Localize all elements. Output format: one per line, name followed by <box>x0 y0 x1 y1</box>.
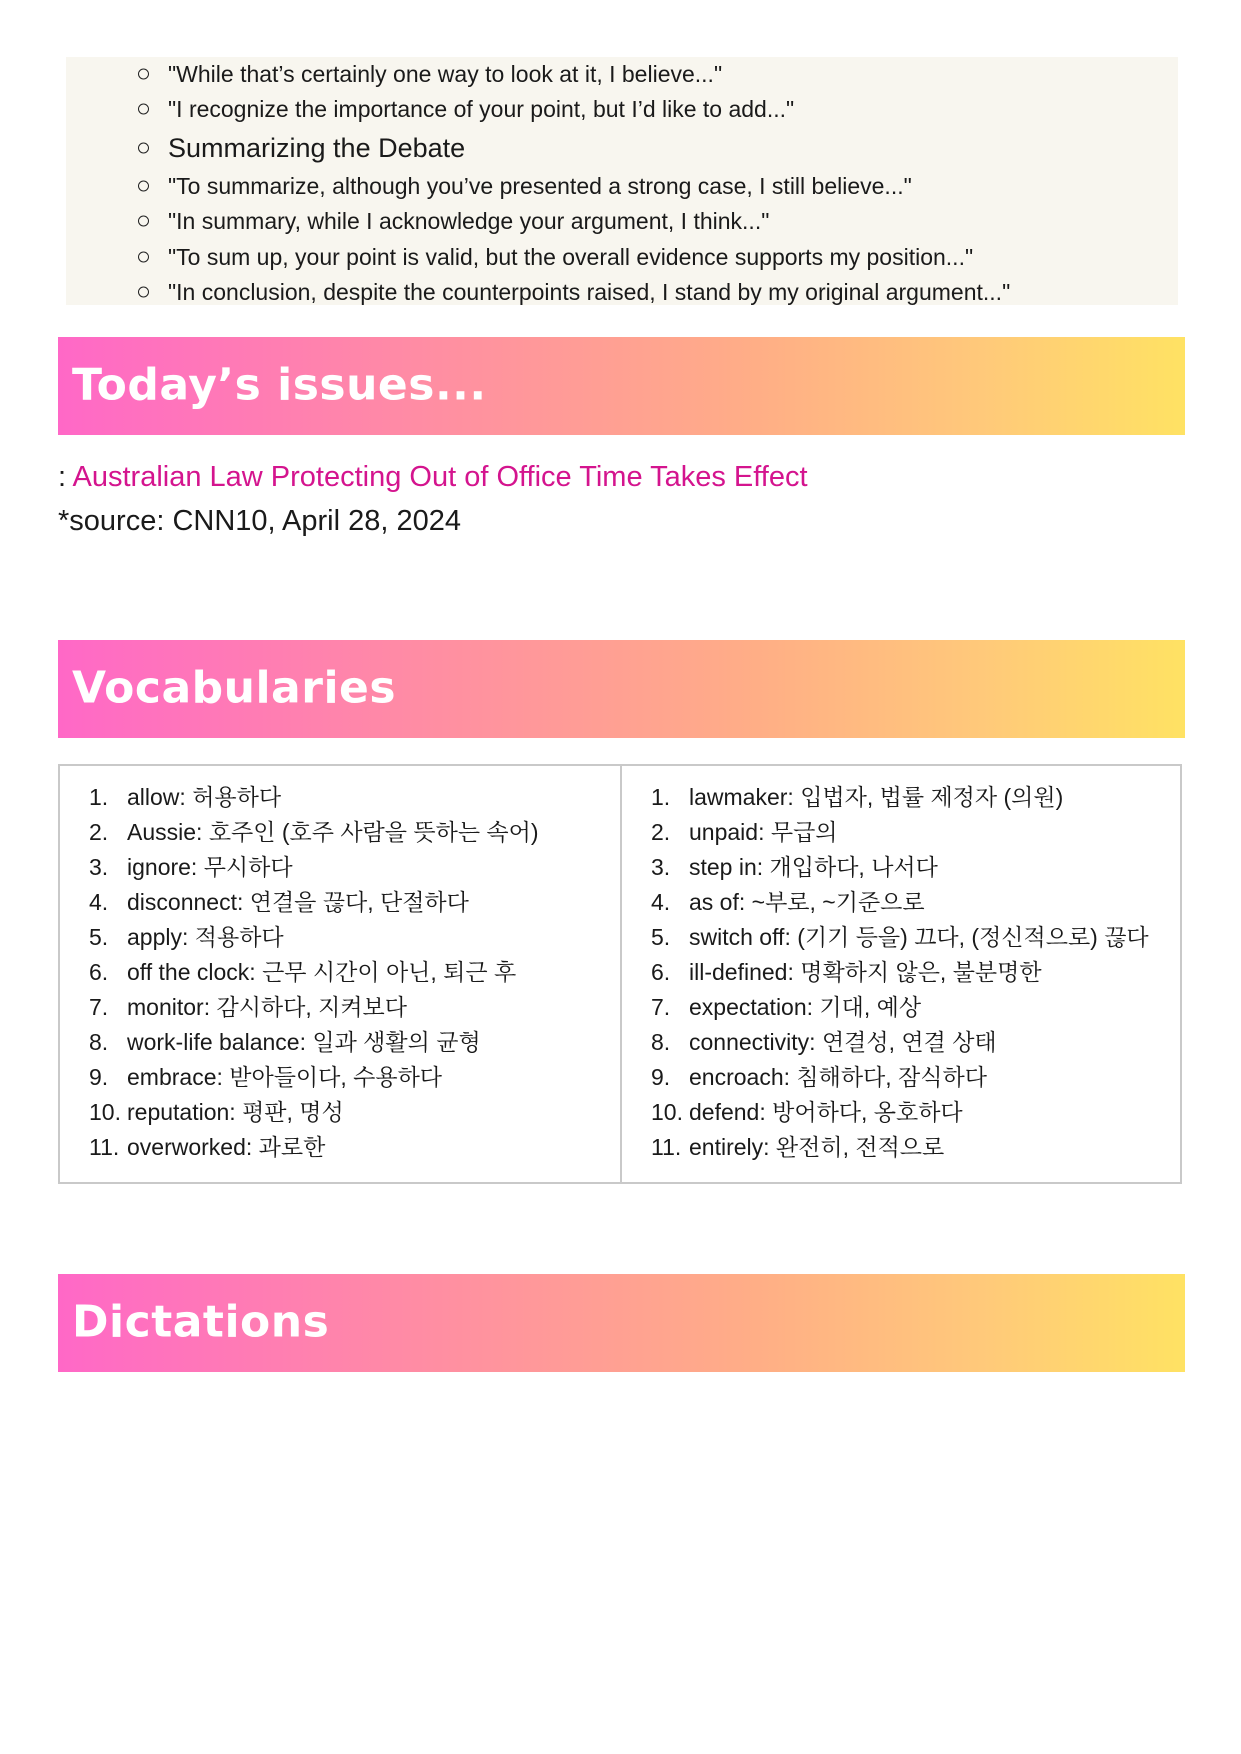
vocabularies-heading: Vocabularies <box>72 662 397 714</box>
phrase-text: "In summary, while I acknowledge your argument, I think..." <box>168 207 770 234</box>
phrase-list-box <box>66 57 1178 305</box>
vocab-number: 4. <box>89 889 109 915</box>
vocab-entry: off the clock: 근무 시간이 아닌, 퇴근 후 <box>127 959 517 985</box>
vocab-number: 1. <box>89 784 109 810</box>
vocab-number: 2. <box>651 819 671 845</box>
vocabulary-column-right <box>620 766 1180 1182</box>
vocab-number: 5. <box>651 924 671 950</box>
vocab-entry: lawmaker: 입법자, 법률 제정자 (의원) <box>689 784 1064 810</box>
vocab-number: 10. <box>89 1099 121 1125</box>
vocab-entry: encroach: 침해하다, 잠식하다 <box>689 1064 987 1090</box>
phrase-text: "While that’s certainly one way to look at it, I believe..." <box>168 60 723 87</box>
vocab-number: 7. <box>89 994 109 1020</box>
vocab-number: 3. <box>651 854 671 880</box>
vocab-number: 7. <box>651 994 671 1020</box>
issues-banner <box>58 337 1185 435</box>
vocab-entry: ill-defined: 명확하지 않은, 불분명한 <box>689 959 1042 985</box>
dictations-banner <box>58 1274 1185 1372</box>
circle-bullet-icon <box>138 69 149 80</box>
vocab-number: 8. <box>651 1029 671 1055</box>
vocab-number: 8. <box>89 1029 109 1055</box>
vocab-entry: work-life balance: 일과 생활의 균형 <box>127 1029 481 1055</box>
issues-heading: Today’s issues... <box>72 359 487 411</box>
vocab-number: 5. <box>89 924 109 950</box>
vocab-entry: Aussie: 호주인 (호주 사람을 뜻하는 속어) <box>127 819 539 845</box>
vocab-entry: disconnect: 연결을 끊다, 단절하다 <box>127 889 469 915</box>
vocab-number: 10. <box>651 1099 683 1125</box>
dictations-heading: Dictations <box>72 1296 330 1348</box>
vocab-entry: entirely: 완전히, 전적으로 <box>689 1134 945 1160</box>
vocab-entry: step in: 개입하다, 나서다 <box>689 854 938 880</box>
phrase-text: "To summarize, although you’ve presented a strong case, I still believe..." <box>168 172 912 199</box>
vocab-entry: overworked: 과로한 <box>127 1134 326 1160</box>
issue-prefix: : <box>58 461 73 493</box>
circle-bullet-icon <box>138 181 149 192</box>
vocab-number: 1. <box>651 784 671 810</box>
circle-bullet-icon <box>138 252 149 263</box>
issue-title: Australian Law Protecting Out of Office Time Takes Effect <box>72 461 808 493</box>
vocab-number: 3. <box>89 854 109 880</box>
vocab-number: 9. <box>651 1064 671 1090</box>
vocab-entry: embrace: 받아들이다, 수용하다 <box>127 1064 443 1090</box>
phrase-text: "I recognize the importance of your point, but I’d like to add..." <box>168 95 795 122</box>
vocabulary-column-left <box>60 766 620 1182</box>
vocabularies-banner <box>58 640 1185 738</box>
vocab-entry: defend: 방어하다, 옹호하다 <box>689 1099 963 1125</box>
phrase-text: "In conclusion, despite the counterpoints raised, I stand by my original argument..." <box>168 278 1011 305</box>
vocab-entry: apply: 적용하다 <box>127 924 284 950</box>
vocab-entry: ignore: 무시하다 <box>127 854 293 880</box>
issue-title-line <box>58 461 808 494</box>
vocab-number: 9. <box>89 1064 109 1090</box>
circle-bullet-icon <box>138 287 149 298</box>
vocab-number: 11. <box>89 1134 120 1160</box>
issue-source: *source: CNN10, April 28, 2024 <box>58 505 461 537</box>
vocab-number: 2. <box>89 819 109 845</box>
vocab-entry: reputation: 평판, 명성 <box>127 1099 344 1125</box>
circle-bullet-icon <box>138 104 149 115</box>
phrase-text: "To sum up, your point is valid, but the overall evidence supports my position..." <box>168 243 974 270</box>
phrase-subhead-text: Summarizing the Debate <box>168 132 466 163</box>
vocab-entry: allow: 허용하다 <box>127 784 282 810</box>
vocab-number: 11. <box>651 1134 682 1160</box>
vocab-entry: connectivity: 연결성, 연결 상태 <box>689 1029 997 1055</box>
vocab-entry: as of: ~부로, ~기준으로 <box>689 889 925 915</box>
vocab-number: 6. <box>651 959 671 985</box>
vocab-entry: monitor: 감시하다, 지켜보다 <box>127 994 407 1020</box>
vocab-number: 4. <box>651 889 671 915</box>
vocab-entry: switch off: (기기 등을) 끄다, (정신적으로) 끊다 <box>689 924 1149 950</box>
vocab-number: 6. <box>89 959 109 985</box>
vocab-entry: unpaid: 무급의 <box>689 819 838 845</box>
circle-bullet-icon <box>138 143 149 154</box>
vocab-entry: expectation: 기대, 예상 <box>689 994 922 1020</box>
vocabulary-table <box>58 764 1182 1184</box>
circle-bullet-icon <box>138 216 149 227</box>
